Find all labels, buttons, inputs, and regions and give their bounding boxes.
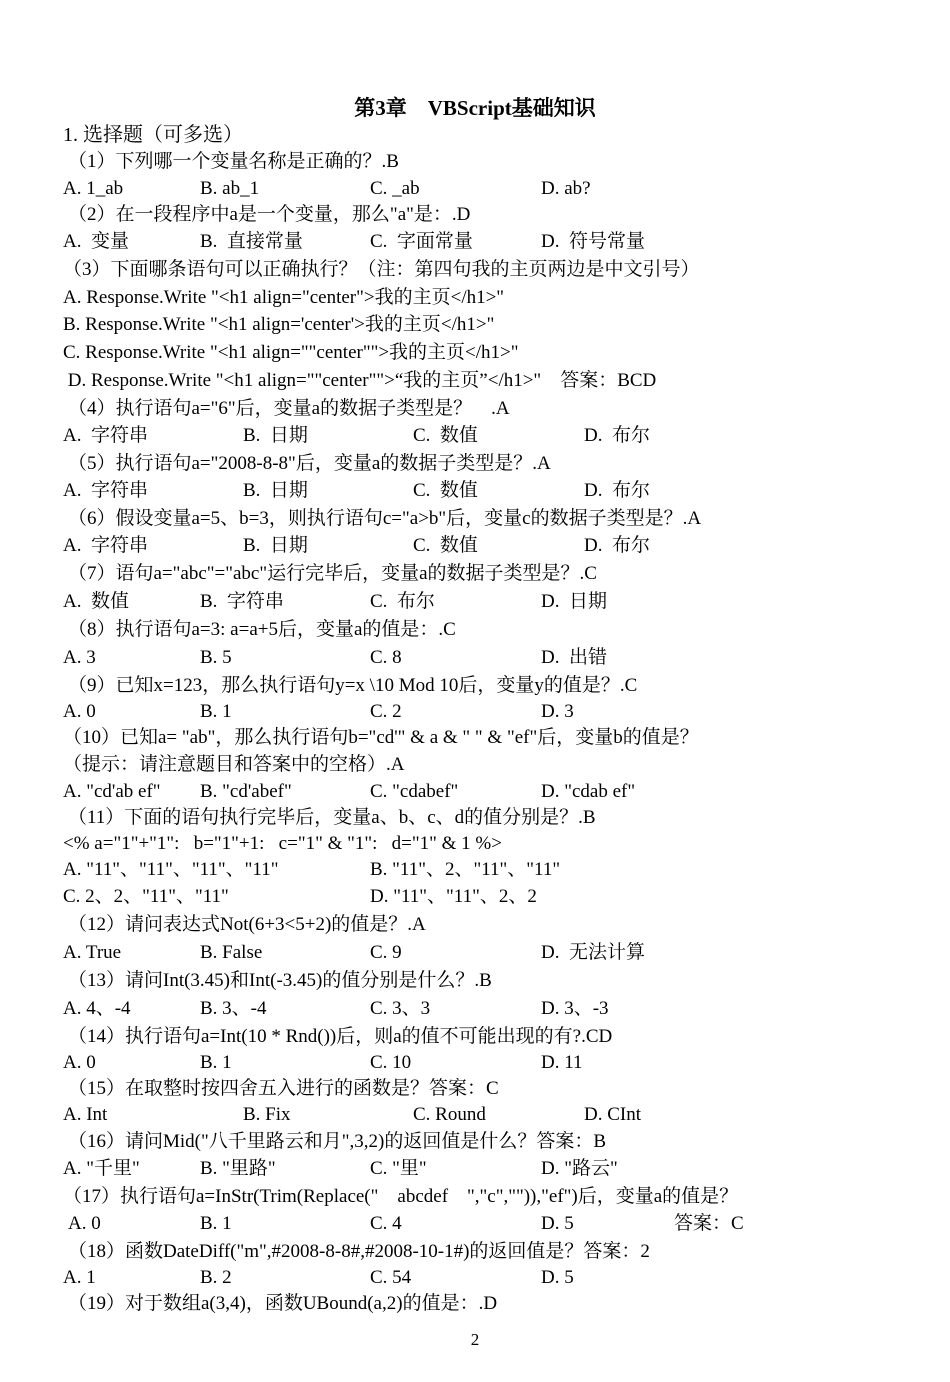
option-a: A. "千里" bbox=[63, 1158, 140, 1179]
option-d: D. 无法计算 bbox=[541, 942, 645, 963]
option-c: C. 2 bbox=[370, 701, 402, 722]
option-a: A. 0 bbox=[63, 701, 96, 722]
option-b: B. 3、-4 bbox=[200, 998, 267, 1019]
option-d: D. 布尔 bbox=[584, 535, 650, 556]
option-b: B. 日期 bbox=[243, 425, 308, 446]
option-d: D. "路云" bbox=[541, 1158, 618, 1179]
option-a: A. 3 bbox=[63, 647, 96, 668]
question-stem: （14）执行语句a=Int(10 * Rnd())后，则a的值不可能出现的有?.CD bbox=[68, 1026, 613, 1047]
option-a: A. 字符串 bbox=[63, 535, 148, 556]
option-b: B. 日期 bbox=[243, 480, 308, 501]
question-stem: （19）对于数组a(3,4)，函数UBound(a,2)的值是：.D bbox=[68, 1293, 498, 1314]
option-b: B. 1 bbox=[200, 701, 232, 722]
option-a: A. True bbox=[63, 942, 122, 963]
option-d: D. 日期 bbox=[541, 591, 607, 612]
question-stem: （2）在一段程序中a是一个变量，那么"a"是：.D bbox=[68, 204, 471, 225]
option-a: A. 0 bbox=[63, 1052, 96, 1073]
option-b: B. Fix bbox=[243, 1104, 291, 1125]
option-b: B. 字符串 bbox=[200, 591, 284, 612]
option-b: B. 日期 bbox=[243, 535, 308, 556]
option-c: C. 数值 bbox=[413, 535, 478, 556]
chapter-title: 第3章 VBScript基础知识 bbox=[354, 96, 596, 120]
option-d: D. 布尔 bbox=[584, 480, 650, 501]
question-stem: （10）已知a= "ab"，那么执行语句b="cd'" & a & " " & "ef"后，变量b的值是？ bbox=[63, 727, 699, 748]
question-stem: （16）请问Mid("八千里路云和月",3,2)的返回值是什么？答案：B bbox=[68, 1131, 607, 1152]
question-stem: （6）假设变量a=5、b=3，则执行语句c="a>b"后，变量c的数据子类型是？.A bbox=[68, 508, 702, 529]
question-stem: （3）下面哪条语句可以正确执行？（注：第四句我的主页两边是中文引号） bbox=[63, 259, 700, 280]
option-c: C. 字面常量 bbox=[370, 231, 473, 252]
option-d: D. 5 bbox=[541, 1213, 574, 1234]
question-stem: （4）执行语句a="6"后，变量a的数据子类型是？ .A bbox=[68, 398, 510, 419]
option-d: D. ab? bbox=[541, 178, 591, 199]
option-d: D. 11 bbox=[541, 1052, 583, 1073]
question-stem: （15）在取整时按四舍五入进行的函数是？答案：C bbox=[68, 1078, 499, 1099]
option-d: D. 符号常量 bbox=[541, 231, 645, 252]
option-d: D. "11"、"11"、2、2 bbox=[370, 886, 537, 907]
option-c: C. 8 bbox=[370, 647, 402, 668]
question-stem: （5）执行语句a="2008-8-8"后，变量a的数据子类型是？.A bbox=[68, 453, 551, 474]
question-stem: （9）已知x=123，那么执行语句y=x \10 Mod 10后，变量y的值是？.C bbox=[68, 675, 638, 696]
option-b: B. "11"、2、"11"、"11" bbox=[370, 859, 561, 880]
option-line: A. Response.Write "<h1 align="center">我的主页</h1>" bbox=[63, 287, 505, 308]
option-c: C. 54 bbox=[370, 1267, 412, 1288]
question-stem: （1）下列哪一个变量名称是正确的？.B bbox=[68, 151, 399, 172]
option-a: A. 字符串 bbox=[63, 425, 148, 446]
option-b: B. 2 bbox=[200, 1267, 232, 1288]
option-c: C. 10 bbox=[370, 1052, 412, 1073]
option-c: C. 3、3 bbox=[370, 998, 431, 1019]
option-c: C. 数值 bbox=[413, 480, 478, 501]
option-a: A. "cd'ab ef" bbox=[63, 781, 161, 802]
option-a: A. 字符串 bbox=[63, 480, 148, 501]
option-c: C. _ab bbox=[370, 178, 420, 199]
question-stem: （8）执行语句a=3: a=a+5后，变量a的值是：.C bbox=[68, 619, 456, 640]
option-c: C. 布尔 bbox=[370, 591, 435, 612]
option-d: D. "cdab ef" bbox=[541, 781, 636, 802]
option-b: B. 1 bbox=[200, 1213, 232, 1234]
page-number: 2 bbox=[470, 1330, 480, 1349]
option-a: A. 1_ab bbox=[63, 178, 124, 199]
option-c: C. 4 bbox=[370, 1213, 402, 1234]
question-stem: （12）请问表达式Not(6+3<5+2)的值是？.A bbox=[68, 914, 426, 935]
question-stem: （7）语句a="abc"="abc"运行完毕后，变量a的数据子类型是？.C bbox=[68, 563, 597, 584]
option-a: A. 变量 bbox=[63, 231, 129, 252]
option-d: D. 3、-3 bbox=[541, 998, 609, 1019]
option-b: B. 直接常量 bbox=[200, 231, 303, 252]
option-c: C. "cdabef" bbox=[370, 781, 459, 802]
option-a: A. 数值 bbox=[63, 591, 129, 612]
option-c: C. Round bbox=[413, 1104, 486, 1125]
option-a: A. "11"、"11"、"11"、"11" bbox=[63, 859, 279, 880]
section-heading: 1. 选择题（可多选） bbox=[63, 124, 243, 146]
question-hint: （提示：请注意题目和答案中的空格）.A bbox=[63, 754, 405, 775]
option-c: C. 2、2、"11"、"11" bbox=[63, 886, 229, 907]
option-b: B. ab_1 bbox=[200, 178, 260, 199]
question-stem: （17）执行语句a=InStr(Trim(Replace(" abcdef ","c","")),"ef")后，变量a的值是？ bbox=[63, 1186, 739, 1207]
option-b: B. 5 bbox=[200, 647, 232, 668]
option-c: C. 9 bbox=[370, 942, 402, 963]
question-stem: （11）下面的语句执行完毕后，变量a、b、c、d的值分别是？.B bbox=[68, 807, 596, 828]
option-line: C. Response.Write "<h1 align=""center"">我的主页</h1>" bbox=[63, 342, 519, 363]
option-a: A. 0 bbox=[68, 1213, 101, 1234]
option-a: A. 4、-4 bbox=[63, 998, 131, 1019]
option-c: C. "里" bbox=[370, 1158, 427, 1179]
option-d: D. 布尔 bbox=[584, 425, 650, 446]
option-b: B. False bbox=[200, 942, 263, 963]
option-d: D. 出错 bbox=[541, 647, 607, 668]
option-a: A. Int bbox=[63, 1104, 108, 1125]
option-a: A. 1 bbox=[63, 1267, 96, 1288]
option-d: D. CInt bbox=[584, 1104, 641, 1125]
option-d: D. 5 bbox=[541, 1267, 574, 1288]
question-stem: （18）函数DateDiff("m",#2008-8-8#,#2008-10-1#)的返回值是？答案：2 bbox=[68, 1241, 650, 1262]
option-c: C. 数值 bbox=[413, 425, 478, 446]
code-line: <% a="1"+"1": b="1"+1: c="1" & "1": d="1" & 1 %> bbox=[63, 833, 502, 854]
option-d: D. 3 bbox=[541, 701, 574, 722]
option-line: B. Response.Write "<h1 align='center'>我的主页</h1>" bbox=[63, 314, 495, 335]
option-b: B. "里路" bbox=[200, 1158, 276, 1179]
option-b: B. "cd'abef" bbox=[200, 781, 292, 802]
option-line: D. Response.Write "<h1 align=""center"">“我的主页”</h1>" 答案：BCD bbox=[63, 370, 657, 391]
option-b: B. 1 bbox=[200, 1052, 232, 1073]
question-stem: （13）请问Int(3.45)和Int(-3.45)的值分别是什么？.B bbox=[68, 970, 492, 991]
answer-label: 答案：C bbox=[674, 1213, 744, 1234]
